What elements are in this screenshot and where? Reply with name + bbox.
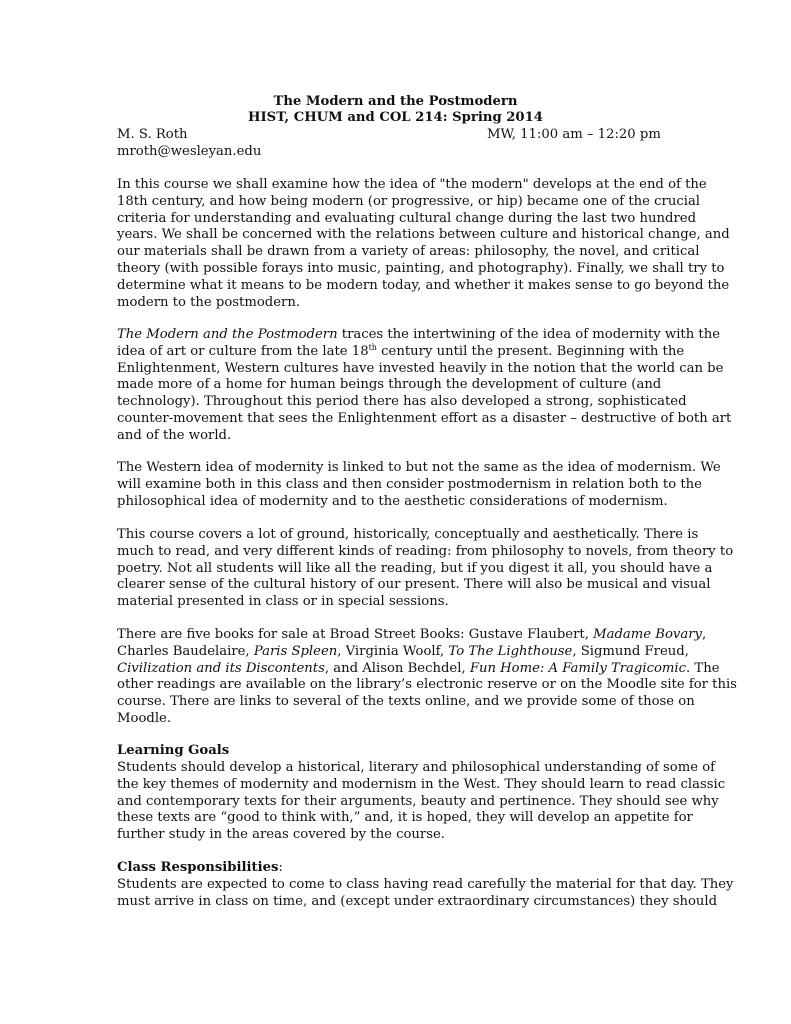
text-line: made more of a home for human beings through the development of culture (and bbox=[117, 377, 662, 393]
text-run: , and Alison Bechdel, bbox=[324, 660, 470, 676]
text-line: course. There are links to several of the texts online, and we provide some of those on bbox=[117, 694, 695, 710]
text-line: the key themes of modernity and modernism in the West. They should learn to read classic bbox=[117, 776, 726, 792]
text-line: Students should develop a historical, literary and philosophical understanding of some of bbox=[117, 760, 716, 775]
text-run: . The bbox=[686, 660, 720, 676]
text-line: years. We shall be concerned with the relations between culture and historical change, and bbox=[117, 227, 730, 243]
text-line: criteria for understanding and evaluating cultural change during the last two hundred bbox=[117, 210, 697, 226]
book-title: Civilization and its Discontents bbox=[117, 660, 325, 676]
text-run: , Virginia Woolf, bbox=[337, 643, 449, 659]
text-line: much to read, and very different kinds of reading: from philosophy to novels, from theory to bbox=[117, 543, 734, 559]
text-line: This course covers a lot of ground, historically, conceptually and aesthetically. There is bbox=[117, 527, 699, 542]
text-line: our materials shall be drawn from a variety of areas: philosophy, the novel, and critical bbox=[117, 244, 700, 260]
heading-colon: : bbox=[278, 860, 283, 875]
text-line: The Western idea of modernity is linked to but not the same as the idea of modernism. We bbox=[117, 460, 721, 475]
learning-goals-heading: Learning Goals bbox=[117, 743, 230, 758]
intro-paragraph bbox=[117, 177, 730, 311]
instructor-name: M. S. Roth bbox=[117, 127, 188, 142]
text-run: , Sigmund Freud, bbox=[572, 643, 689, 659]
book-title: Paris Spleen bbox=[253, 643, 338, 659]
text-line bbox=[117, 327, 721, 344]
text-run: idea of art or culture from the late 18 bbox=[117, 343, 369, 359]
text-line bbox=[117, 660, 720, 678]
text-run: traces the intertwining of the idea of modernity with the bbox=[337, 327, 721, 342]
text-run: Charles Baudelaire, bbox=[117, 643, 254, 659]
modernism-paragraph bbox=[117, 460, 721, 510]
text-line: 18th century, and how being modern (or progressive, or hip) became one of the crucial bbox=[117, 193, 701, 209]
text-line: theory (with possible forays into music, painting, and photography). Finally, we shall try to bbox=[117, 260, 725, 276]
modernity-paragraph bbox=[117, 327, 732, 445]
book-title: The Modern and the Postmodern bbox=[117, 327, 338, 342]
text-line: counter-movement that sees the Enlightenment effort as a disaster – destructive of both art bbox=[117, 410, 732, 426]
course-title: The Modern and the Postmodern bbox=[273, 94, 518, 109]
learning-goals-paragraph bbox=[117, 760, 726, 844]
text-line: modern to the postmodern. bbox=[117, 294, 301, 310]
text-line: In this course we shall examine how the idea of "the modern" develops at the end of the bbox=[117, 177, 707, 192]
text-line: clearer sense of the cultural history of our present. There will also be musical and visual bbox=[117, 577, 711, 593]
text-line bbox=[117, 627, 707, 644]
class-responsibilities-paragraph bbox=[117, 877, 734, 911]
text-line: technology). Throughout this period there has also developed a strong, sophisticated bbox=[117, 394, 687, 410]
superscript: th bbox=[368, 342, 377, 352]
text-line: will examine both in this class and then consider postmodernism in relation both to the bbox=[117, 476, 702, 492]
book-title: To The Lighthouse bbox=[448, 643, 573, 659]
text-line: and of the world. bbox=[117, 427, 232, 443]
text-line: other readings are available on the library’s electronic reserve or on the Moodle site for this bbox=[117, 677, 737, 693]
instructor-email[interactable]: mroth@wesleyan.edu bbox=[117, 144, 262, 159]
text-line: and contemporary texts for their arguments, beauty and pertinence. They should see why bbox=[117, 793, 719, 809]
book-title: Fun Home: A Family Tragicomic bbox=[469, 660, 687, 676]
text-line: determine what it means to be modern today, and whether it makes sense to go beyond the bbox=[117, 277, 730, 293]
text-run: century until the present. Beginning with the bbox=[376, 343, 685, 359]
course-code: HIST, CHUM and COL 214: Spring 2014 bbox=[248, 110, 543, 125]
text-line: further study in the areas covered by the course. bbox=[117, 827, 445, 843]
text-run: There are five books for sale at Broad Street Books: Gustave Flaubert, bbox=[117, 627, 594, 642]
text-line: these texts are “good to think with,” and, it is hoped, they will develop an appetite for bbox=[117, 810, 693, 826]
heading-text: Class Responsibilities bbox=[117, 860, 279, 875]
text-line: must arrive in class on time, and (except under extraordinary circumstances) they should bbox=[117, 893, 718, 909]
coverage-paragraph bbox=[117, 527, 734, 611]
text-line: material presented in class or in special sessions. bbox=[117, 594, 449, 610]
text-line: Students are expected to come to class having read carefully the material for that day. They bbox=[117, 877, 734, 892]
text-line: philosophical idea of modernity and to the aesthetic considerations of modernism. bbox=[117, 493, 668, 509]
class-responsibilities-heading bbox=[117, 860, 283, 877]
text-line: poetry. Not all students will like all the reading, but if you digest it all, you should have a bbox=[117, 560, 713, 576]
class-schedule: MW, 11:00 am – 12:20 pm bbox=[487, 127, 661, 142]
text-line bbox=[117, 342, 685, 361]
text-line bbox=[117, 643, 689, 661]
text-run: , bbox=[701, 627, 707, 642]
books-paragraph bbox=[117, 627, 737, 728]
text-line: Moodle. bbox=[117, 710, 172, 726]
text-line: Enlightenment, Western cultures have invested heavily in the notion that the world can be bbox=[117, 360, 724, 376]
book-title: Madame Bovary bbox=[593, 627, 702, 642]
